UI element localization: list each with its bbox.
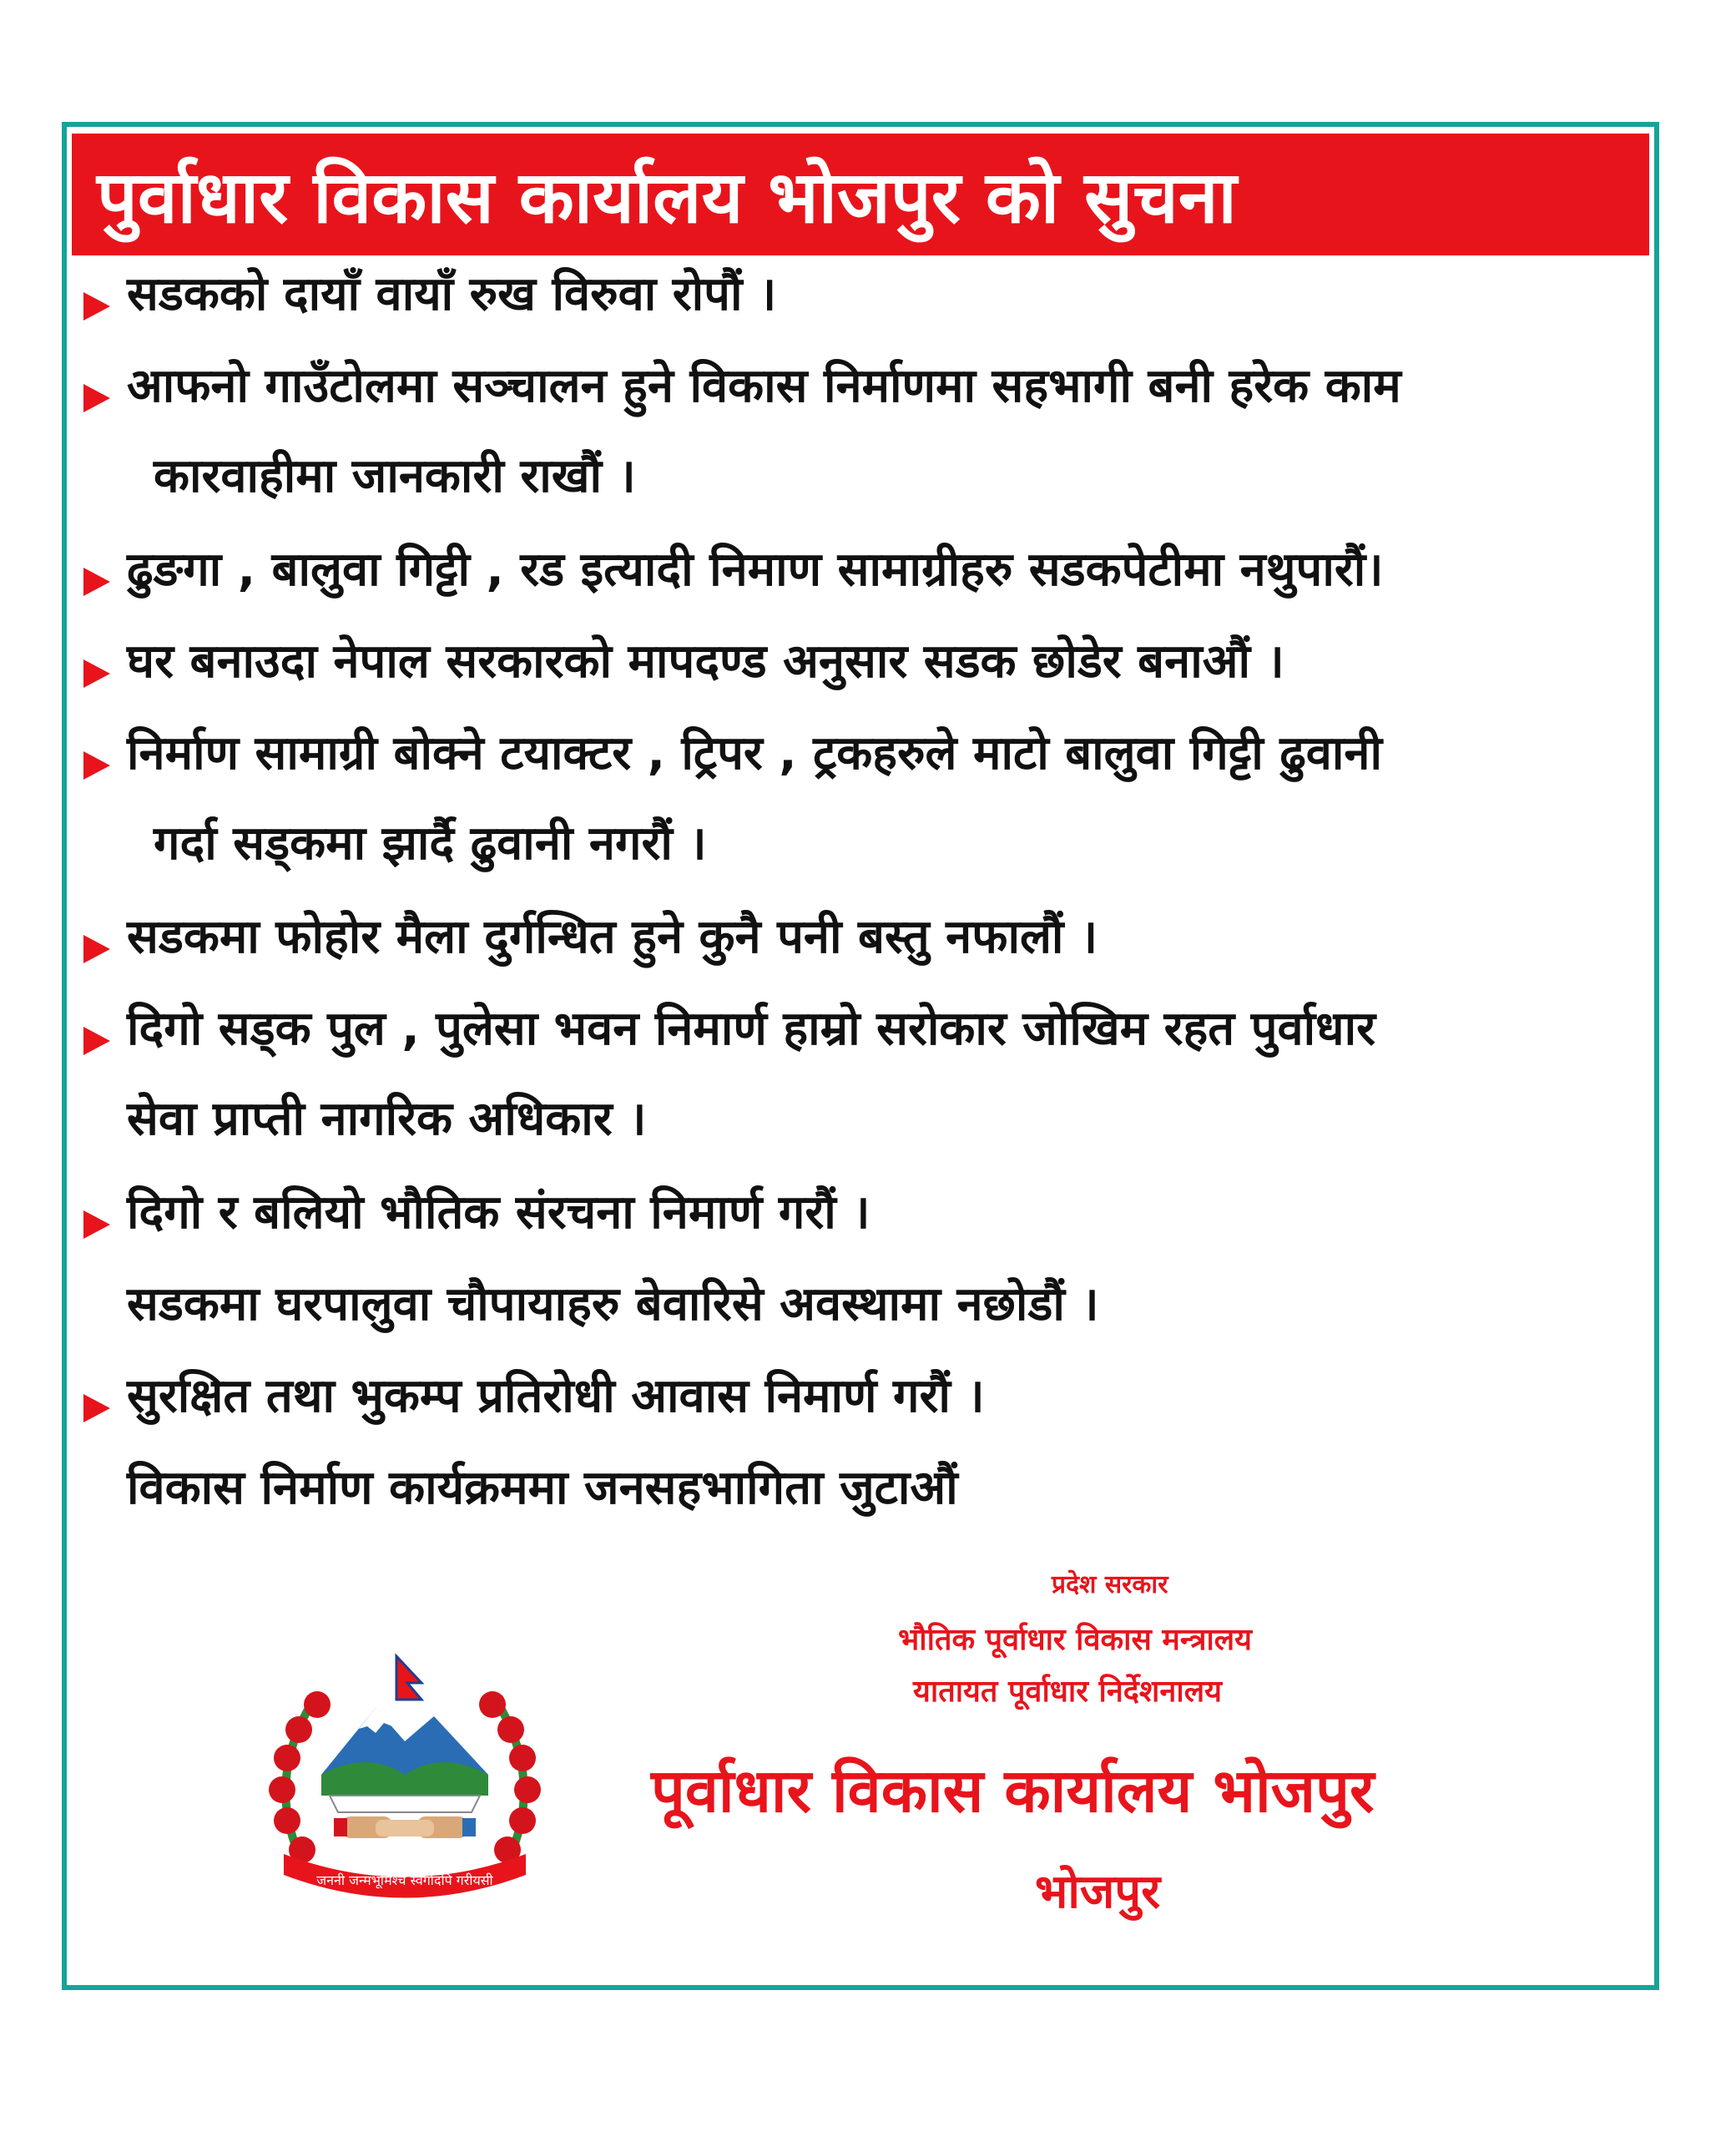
- notice-line: दिगो सड्क पुल , पुलेसा भवन निमार्ण हाम्रो सरोकार जोखिम रहत पुर्वाधार: [127, 1002, 1376, 1056]
- banner-title: पुर्वाधार विकास कार्यालय भोजपुर को सुचना: [97, 155, 1237, 240]
- notice-line: निर्माण सामाग्री बोक्ने टयाक्टर , ट्रिपर , ट्रकहरुले माटो बालुवा गिट्टी ढुवानी: [127, 726, 1382, 781]
- red-triangle-bullet-icon: [83, 568, 110, 596]
- red-triangle-bullet-icon: [83, 384, 110, 412]
- handshake-icon: [334, 1816, 476, 1838]
- notice-line: सडकको दायाँ वायाँ रुख विरुवा रोपौं ।: [127, 267, 777, 321]
- notice-line: सेवा प्राप्ती नागरिक अधिकार ।: [127, 1092, 647, 1146]
- emblem-motto: जननी जन्मभूमिश्च स्वर्गादपि गरीयसी: [316, 1872, 493, 1888]
- red-triangle-bullet-icon: [83, 659, 110, 688]
- notice-line: ढुङगा , बालुवा गिट्टी , रड इत्यादी निमाण सामाग्रीहरु सडकपेटीमा नथुपारौं।: [127, 543, 1384, 597]
- footer-government: प्रदेश सरकार: [1052, 1570, 1168, 1599]
- notice-line: गर्दा सड्कमा झार्दै ढुवानी नगरौं ।: [154, 816, 707, 871]
- footer-directorate: यातायत पूर्वाधार निर्देशनालय: [913, 1675, 1222, 1709]
- nepal-map-shape: [330, 1796, 480, 1812]
- notice-line: सडकमा घरपालुवा चौपायाहरु बेवारिसे अवस्थामा नछोडौं ।: [127, 1277, 1099, 1331]
- red-triangle-bullet-icon: [83, 1027, 110, 1055]
- title-banner: [72, 134, 1649, 255]
- footer-location: भोजपुर: [1035, 1865, 1161, 1919]
- notice-line: दिगो र बलियो भौतिक संरचना निमार्ण गरौं ।: [127, 1185, 871, 1240]
- red-triangle-bullet-icon: [83, 1394, 110, 1422]
- red-triangle-bullet-icon: [83, 292, 110, 321]
- notice-line: सुरक्षित तथा भुकम्प प्रतिरोधी आवास निमार्ण गरौं ।: [127, 1369, 985, 1423]
- notice-line: आफनो गाउँटोलमा सञ्चालन हुने विकास निर्माणमा सहभागी बनी हरेक काम: [127, 359, 1401, 413]
- footer-office-name: पूर्वाधार विकास कार्यालय भोजपुर: [651, 1756, 1375, 1826]
- notice-line: घर बनाउदा नेपाल सरकारको मापदण्ड अनुसार सडक छोडेर बनाऔं ।: [127, 634, 1284, 689]
- notice-line: विकास निर्माण कार्यक्रममा जनसहभागिता जुटाऔं: [127, 1461, 958, 1515]
- notice-line: सडकमा फोहोर मैला दुर्गन्धित हुने कुनै पनी बस्तु नफालौं ।: [127, 910, 1098, 964]
- footer-ministry: भौतिक पूर्वाधार विकास मन्त्रालय: [898, 1623, 1253, 1657]
- red-triangle-bullet-icon: [83, 1210, 110, 1239]
- red-triangle-bullet-icon: [83, 751, 110, 780]
- notice-line: कारवाहीमा जानकारी राखौं ।: [154, 449, 636, 503]
- nepal-flag-icon: [396, 1656, 421, 1700]
- red-triangle-bullet-icon: [83, 935, 110, 963]
- nepal-emblem-icon: [250, 1649, 559, 1900]
